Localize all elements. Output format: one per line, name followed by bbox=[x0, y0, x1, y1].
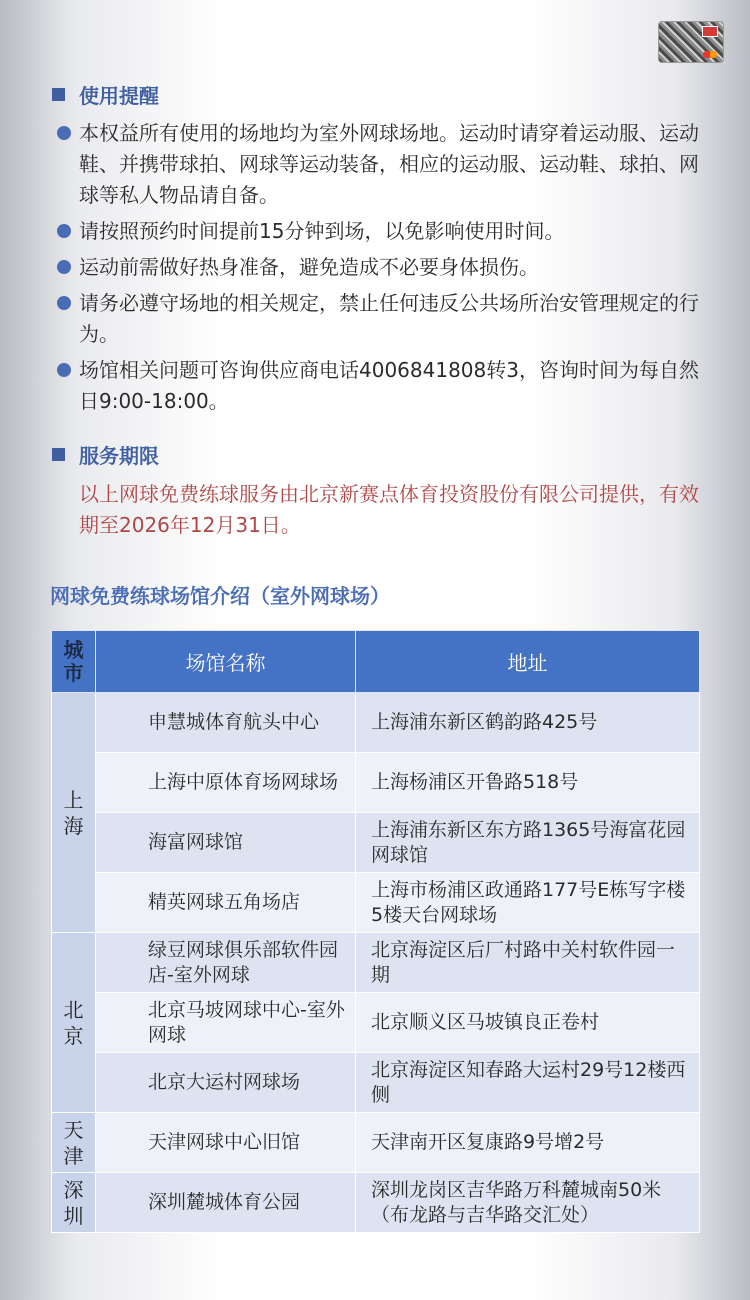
venue-name: 精英网球五角场店 bbox=[96, 873, 356, 933]
venue-name: 申慧城体育航头中心 bbox=[96, 693, 356, 753]
venue-name: 北京马坡网球中心-室外网球 bbox=[96, 993, 356, 1053]
list-item: 运动前需做好热身准备，避免造成不必要身体损伤。 bbox=[57, 252, 707, 283]
card-thumbnail bbox=[659, 22, 723, 62]
header-venue-name: 场馆名称 bbox=[96, 631, 356, 693]
venue-name: 绿豆网球俱乐部软件园店-室外网球 bbox=[96, 933, 356, 993]
city-cell-shanghai: 上海 bbox=[52, 693, 96, 933]
table-header-row bbox=[52, 631, 700, 693]
venue-address: 北京海淀区知春路大运村29号12楼西侧 bbox=[356, 1053, 700, 1113]
service-title: 服务期限 bbox=[79, 444, 159, 468]
unionpay-logo-icon bbox=[702, 26, 718, 37]
venue-table bbox=[51, 630, 700, 1233]
table-row bbox=[52, 993, 700, 1053]
list-item: 请按照预约时间提前15分钟到场，以免影响使用时间。 bbox=[57, 216, 707, 247]
venue-address: 上海市杨浦区政通路177号E栋写字楼5楼天台网球场 bbox=[356, 873, 700, 933]
mastercard-logo-icon bbox=[703, 51, 717, 58]
header-city: 城市 bbox=[52, 631, 96, 693]
table-row bbox=[52, 1173, 700, 1233]
venue-name: 深圳麓城体育公园 bbox=[96, 1173, 356, 1233]
venue-name: 北京大运村网球场 bbox=[96, 1053, 356, 1113]
venue-address: 上海杨浦区开鲁路518号 bbox=[356, 753, 700, 813]
table-row bbox=[52, 1113, 700, 1173]
usage-reminder-list bbox=[57, 118, 707, 422]
table-row bbox=[52, 693, 700, 753]
table-row bbox=[52, 753, 700, 813]
city-cell-tianjin: 天津 bbox=[52, 1113, 96, 1173]
table-row bbox=[52, 933, 700, 993]
header-address: 地址 bbox=[356, 631, 700, 693]
venue-address: 天津南开区复康路9号增2号 bbox=[356, 1113, 700, 1173]
square-bullet-icon bbox=[52, 448, 65, 461]
venue-address: 北京海淀区后厂村路中关村软件园一期 bbox=[356, 933, 700, 993]
list-item: 请务必遵守场地的相关规定，禁止任何违反公共场所治安管理规定的行为。 bbox=[57, 288, 707, 350]
venue-address: 上海浦东新区鹤韵路425号 bbox=[356, 693, 700, 753]
venue-name: 天津网球中心旧馆 bbox=[96, 1113, 356, 1173]
square-bullet-icon bbox=[52, 88, 65, 101]
service-section-title bbox=[52, 440, 159, 469]
table-row bbox=[52, 873, 700, 933]
usage-title: 使用提醒 bbox=[79, 84, 159, 108]
table-row bbox=[52, 813, 700, 873]
venue-address: 深圳龙岗区吉华路万科麓城南50米（布龙路与吉华路交汇处） bbox=[356, 1173, 700, 1233]
venue-address: 北京顺义区马坡镇良正卷村 bbox=[356, 993, 700, 1053]
usage-section-title bbox=[52, 80, 159, 109]
venue-table-caption: 网球免费练球场馆介绍（室外网球场） bbox=[50, 584, 390, 608]
city-cell-beijing: 北京 bbox=[52, 933, 96, 1113]
service-period-text: 以上网球免费练球服务由北京新赛点体育投资股份有限公司提供，有效期至2026年12月31日。 bbox=[79, 482, 699, 537]
venue-name: 上海中原体育场网球场 bbox=[96, 753, 356, 813]
venue-name: 海富网球馆 bbox=[96, 813, 356, 873]
venue-address: 上海浦东新区东方路1365号海富花园网球馆 bbox=[356, 813, 700, 873]
list-item: 场馆相关问题可咨询供应商电话4006841808转3，咨询时间为每自然日9:00-18:00。 bbox=[57, 355, 707, 417]
city-cell-shenzhen: 深圳 bbox=[52, 1173, 96, 1233]
list-item: 本权益所有使用的场地均为室外网球场地。运动时请穿着运动服、运动鞋、并携带球拍、网球等运动装备，相应的运动服、运动鞋、球拍、网球等私人物品请自备。 bbox=[57, 118, 707, 211]
table-row bbox=[52, 1053, 700, 1113]
